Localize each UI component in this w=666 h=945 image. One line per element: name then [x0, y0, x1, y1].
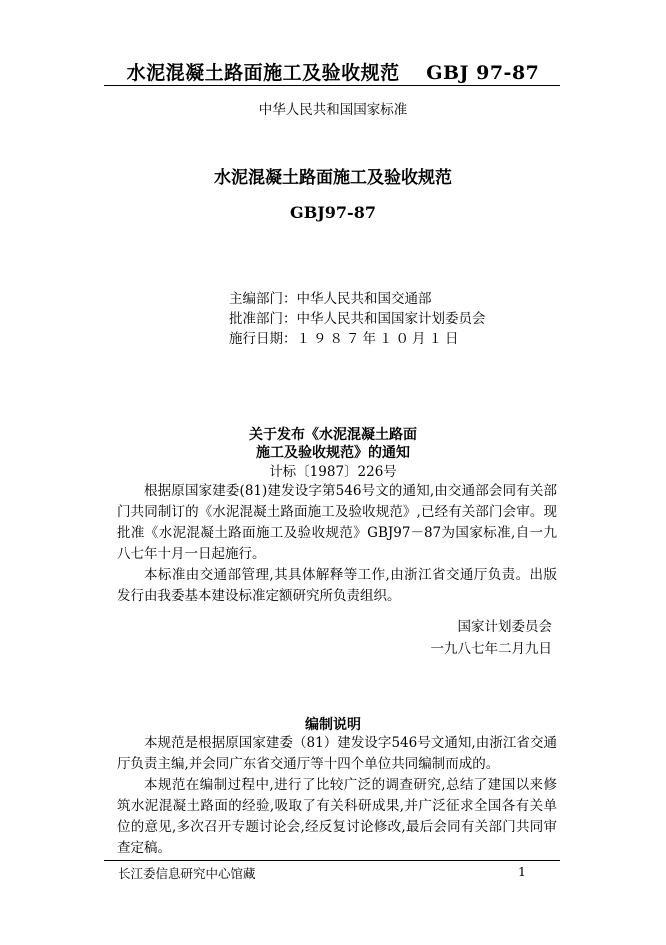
- explanation-paragraph: 本规范在编制过程中,进行了比较广泛的调查研究,总结了建国以来修筑水泥混凝土路面的经验,吸取了有关科研成果,并广泛征求全国各有关单位的意见,多次召开专题讨论会,经反复讨论修改,最后会同有关部门共同审查定稿。: [117, 777, 557, 856]
- footer-collection-label: 长江委信息研究中心馆藏: [118, 866, 256, 881]
- notice-date: 一九八七年二月九日: [430, 641, 552, 657]
- meta-label: 批准部门：: [229, 311, 297, 327]
- meta-row-effective-date: [229, 329, 486, 349]
- explanation-paragraph: 本规范是根据原国家建委（81）建发设字546号文通知,由浙江省交通厅负责主编,并会同广东省交通厅等十四个单位共同编制而成的。: [117, 735, 557, 772]
- header-rule: [104, 85, 560, 86]
- meta-label: 主编部门：: [229, 291, 297, 307]
- footer-rule: [104, 860, 560, 861]
- document-code: GBJ97-87: [290, 203, 376, 222]
- meta-value: １９８７年１０月１日: [296, 331, 462, 347]
- notice-body: [117, 481, 557, 607]
- notice-title-line-2: 施工及验收规范》的通知: [256, 445, 410, 461]
- standard-type-label: 中华人民共和国国家标准: [258, 102, 408, 118]
- explanation-body: [117, 733, 557, 859]
- section-title-explanation: 编制说明: [305, 717, 361, 733]
- notice-number: 计标〔1987〕226号: [269, 464, 397, 480]
- running-header-title: 水泥混凝土路面施工及验收规范 GBJ 97-87: [126, 62, 540, 84]
- document-title: 水泥混凝土路面施工及验收规范: [214, 168, 452, 188]
- meta-row-approver: [229, 309, 486, 329]
- meta-row-editor: [229, 289, 486, 309]
- notice-paragraph: 本标准由交通部管理,其具体解释等工作,由浙江省交通厅负责。出版发行由我委基本建设标准定额研究所负责组织。: [117, 567, 557, 604]
- meta-value: 中华人民共和国交通部: [296, 291, 432, 307]
- notice-title-line-1: 关于发布《水泥混凝土路面: [249, 427, 417, 443]
- page-number: 1: [518, 864, 526, 879]
- publication-meta: [229, 289, 486, 349]
- notice-paragraph: 根据原国家建委(81)建发设字第546号文的通知,由交通部会同有关部门共同制订的《水泥混凝土路面施工及验收规范》,已经有关部门会审。现批准《水泥混凝土路面施工及验收规范》GBJ97－87为国家标准,自一九八七年十月一日起施行。: [117, 483, 557, 562]
- meta-label: 施行日期：: [229, 331, 297, 347]
- meta-value: 中华人民共和国国家计划委员会: [296, 311, 486, 327]
- notice-signer: 国家计划委员会: [457, 619, 552, 635]
